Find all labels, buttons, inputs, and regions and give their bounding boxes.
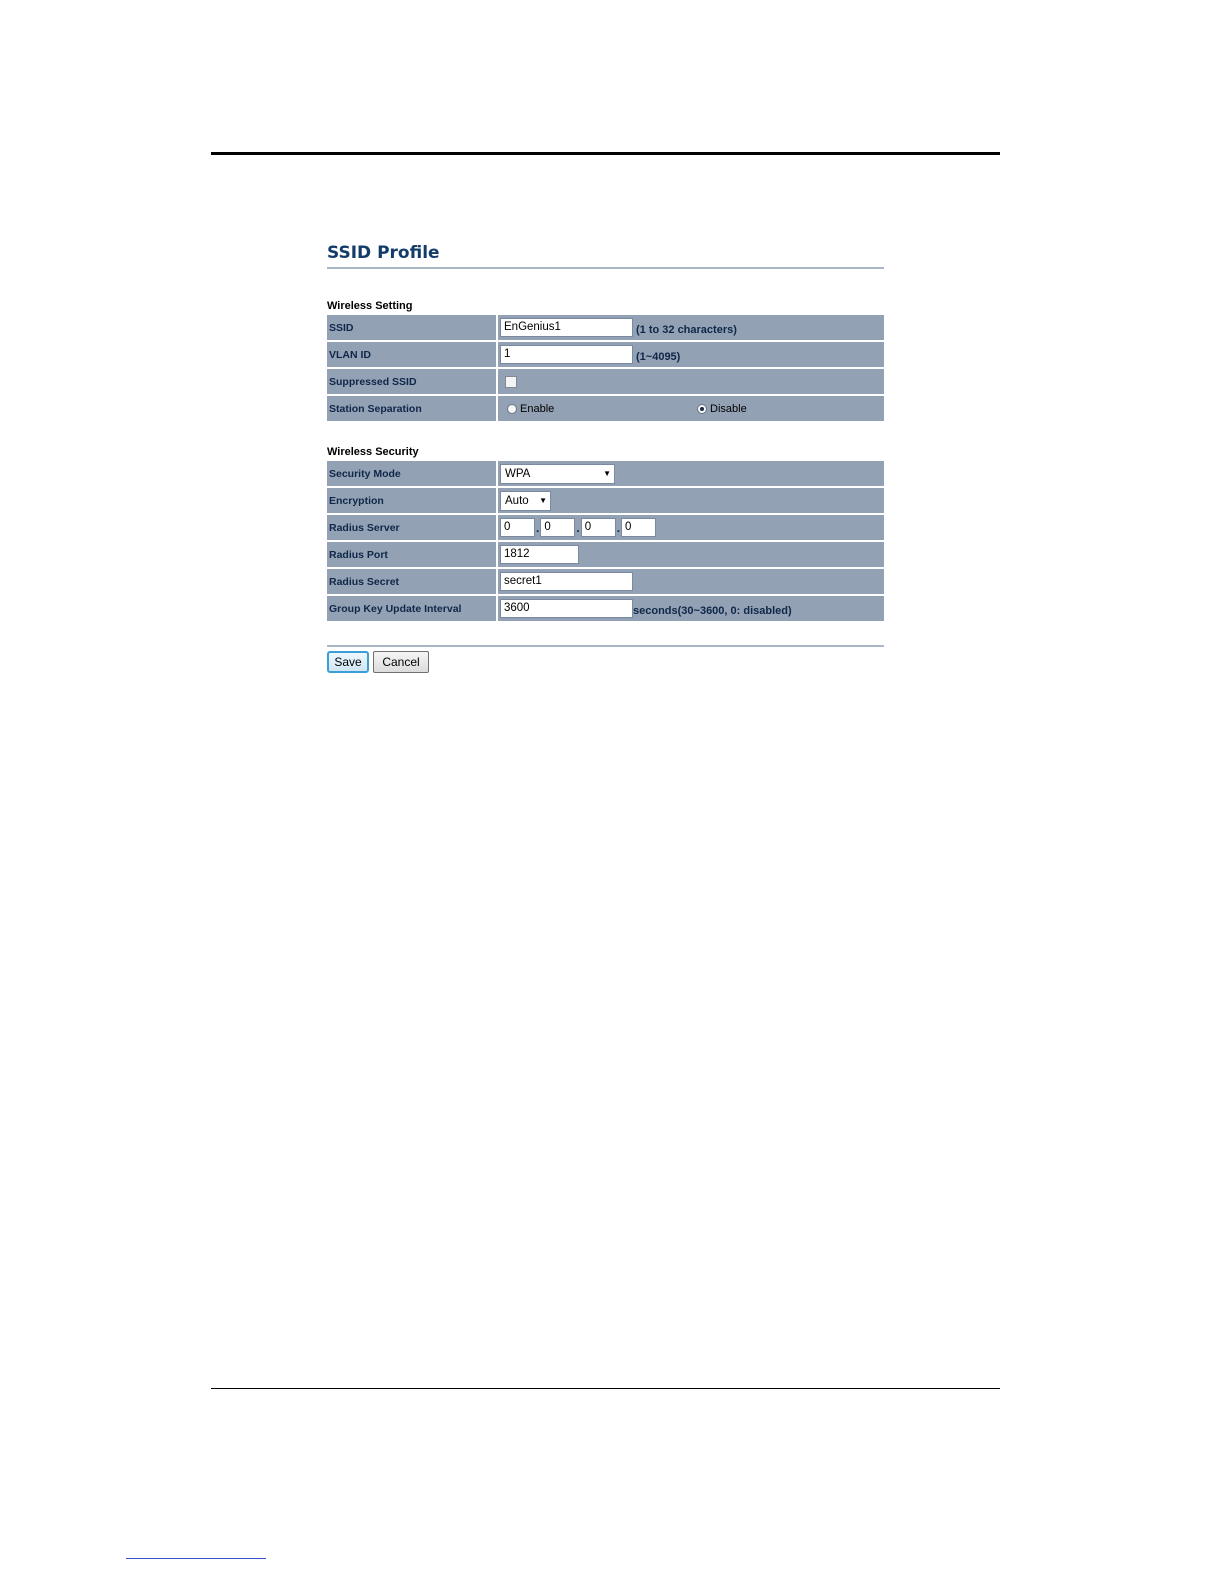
vlan-id-input[interactable]: 1 bbox=[500, 345, 633, 364]
radio-enable-label: Enable bbox=[520, 402, 555, 415]
wireless-setting-table bbox=[327, 313, 884, 423]
station-separation-disable-option[interactable] bbox=[697, 403, 747, 415]
ip-separator: . bbox=[616, 520, 621, 535]
radio-enable[interactable] bbox=[507, 404, 517, 414]
row-encryption bbox=[327, 488, 884, 513]
ip-separator: . bbox=[536, 520, 540, 535]
vlan-id-hint: (1~4095) bbox=[636, 350, 681, 363]
ssid-input[interactable]: EnGenius1 bbox=[500, 318, 633, 337]
suppressed-ssid-label: Suppressed SSID bbox=[327, 369, 498, 394]
save-button[interactable]: Save bbox=[327, 651, 369, 673]
security-mode-value: WPA bbox=[505, 467, 531, 480]
radius-server-octet-3[interactable]: 0 bbox=[581, 518, 616, 537]
wireless-security-table bbox=[327, 459, 884, 623]
radius-secret-label: Radius Secret bbox=[327, 569, 498, 594]
ssid-label: SSID bbox=[327, 315, 498, 340]
radio-disable-label: Disable bbox=[710, 402, 747, 415]
encryption-select[interactable] bbox=[500, 491, 551, 511]
title-divider bbox=[327, 267, 884, 269]
row-security-mode bbox=[327, 461, 884, 486]
radius-server-label: Radius Server bbox=[327, 515, 498, 540]
radius-server-octet-1[interactable]: 0 bbox=[500, 518, 535, 537]
radius-server-octet-4[interactable]: 0 bbox=[621, 518, 656, 537]
station-separation-enable-option[interactable] bbox=[507, 403, 697, 415]
page-header-rule bbox=[211, 152, 1000, 155]
cancel-button[interactable]: Cancel bbox=[373, 651, 429, 673]
security-mode-label: Security Mode bbox=[327, 461, 498, 486]
chevron-down-icon: ▼ bbox=[603, 469, 611, 478]
section-title-wireless-security: Wireless Security bbox=[327, 446, 419, 458]
row-ssid bbox=[327, 315, 884, 340]
ip-separator: . bbox=[576, 520, 580, 535]
chevron-down-icon: ▼ bbox=[539, 496, 547, 505]
section-title-wireless-setting: Wireless Setting bbox=[327, 300, 413, 312]
station-separation-label: Station Separation bbox=[327, 396, 498, 421]
row-station-separation bbox=[327, 396, 884, 421]
page-title: SSID Profile bbox=[327, 243, 440, 263]
row-suppressed-ssid bbox=[327, 369, 884, 394]
group-key-update-interval-hint: seconds(30~3600, 0: disabled) bbox=[633, 604, 792, 617]
group-key-update-interval-label: Group Key Update Interval bbox=[327, 596, 498, 621]
radius-port-input[interactable]: 1812 bbox=[500, 545, 579, 564]
page-footer-rule bbox=[211, 1388, 1000, 1389]
footer-link-underline[interactable] bbox=[126, 1558, 266, 1559]
ssid-profile-panel bbox=[327, 240, 884, 673]
footer-divider bbox=[327, 645, 884, 647]
encryption-label: Encryption bbox=[327, 488, 498, 513]
radius-server-octet-2[interactable]: 0 bbox=[540, 518, 575, 537]
encryption-value: Auto bbox=[505, 494, 529, 507]
security-mode-select[interactable] bbox=[500, 464, 615, 484]
form-actions bbox=[327, 651, 884, 673]
row-vlan-id bbox=[327, 342, 884, 367]
radio-disable[interactable] bbox=[697, 404, 707, 414]
vlan-id-label: VLAN ID bbox=[327, 342, 498, 367]
suppressed-ssid-checkbox[interactable] bbox=[505, 376, 517, 388]
row-radius-server bbox=[327, 515, 884, 540]
ssid-hint: (1 to 32 characters) bbox=[636, 323, 737, 336]
row-radius-secret bbox=[327, 569, 884, 594]
radius-port-label: Radius Port bbox=[327, 542, 498, 567]
group-key-update-interval-input[interactable]: 3600 bbox=[500, 599, 633, 618]
radius-secret-input[interactable]: secret1 bbox=[500, 572, 633, 591]
row-group-key-update-interval bbox=[327, 596, 884, 621]
row-radius-port bbox=[327, 542, 884, 567]
